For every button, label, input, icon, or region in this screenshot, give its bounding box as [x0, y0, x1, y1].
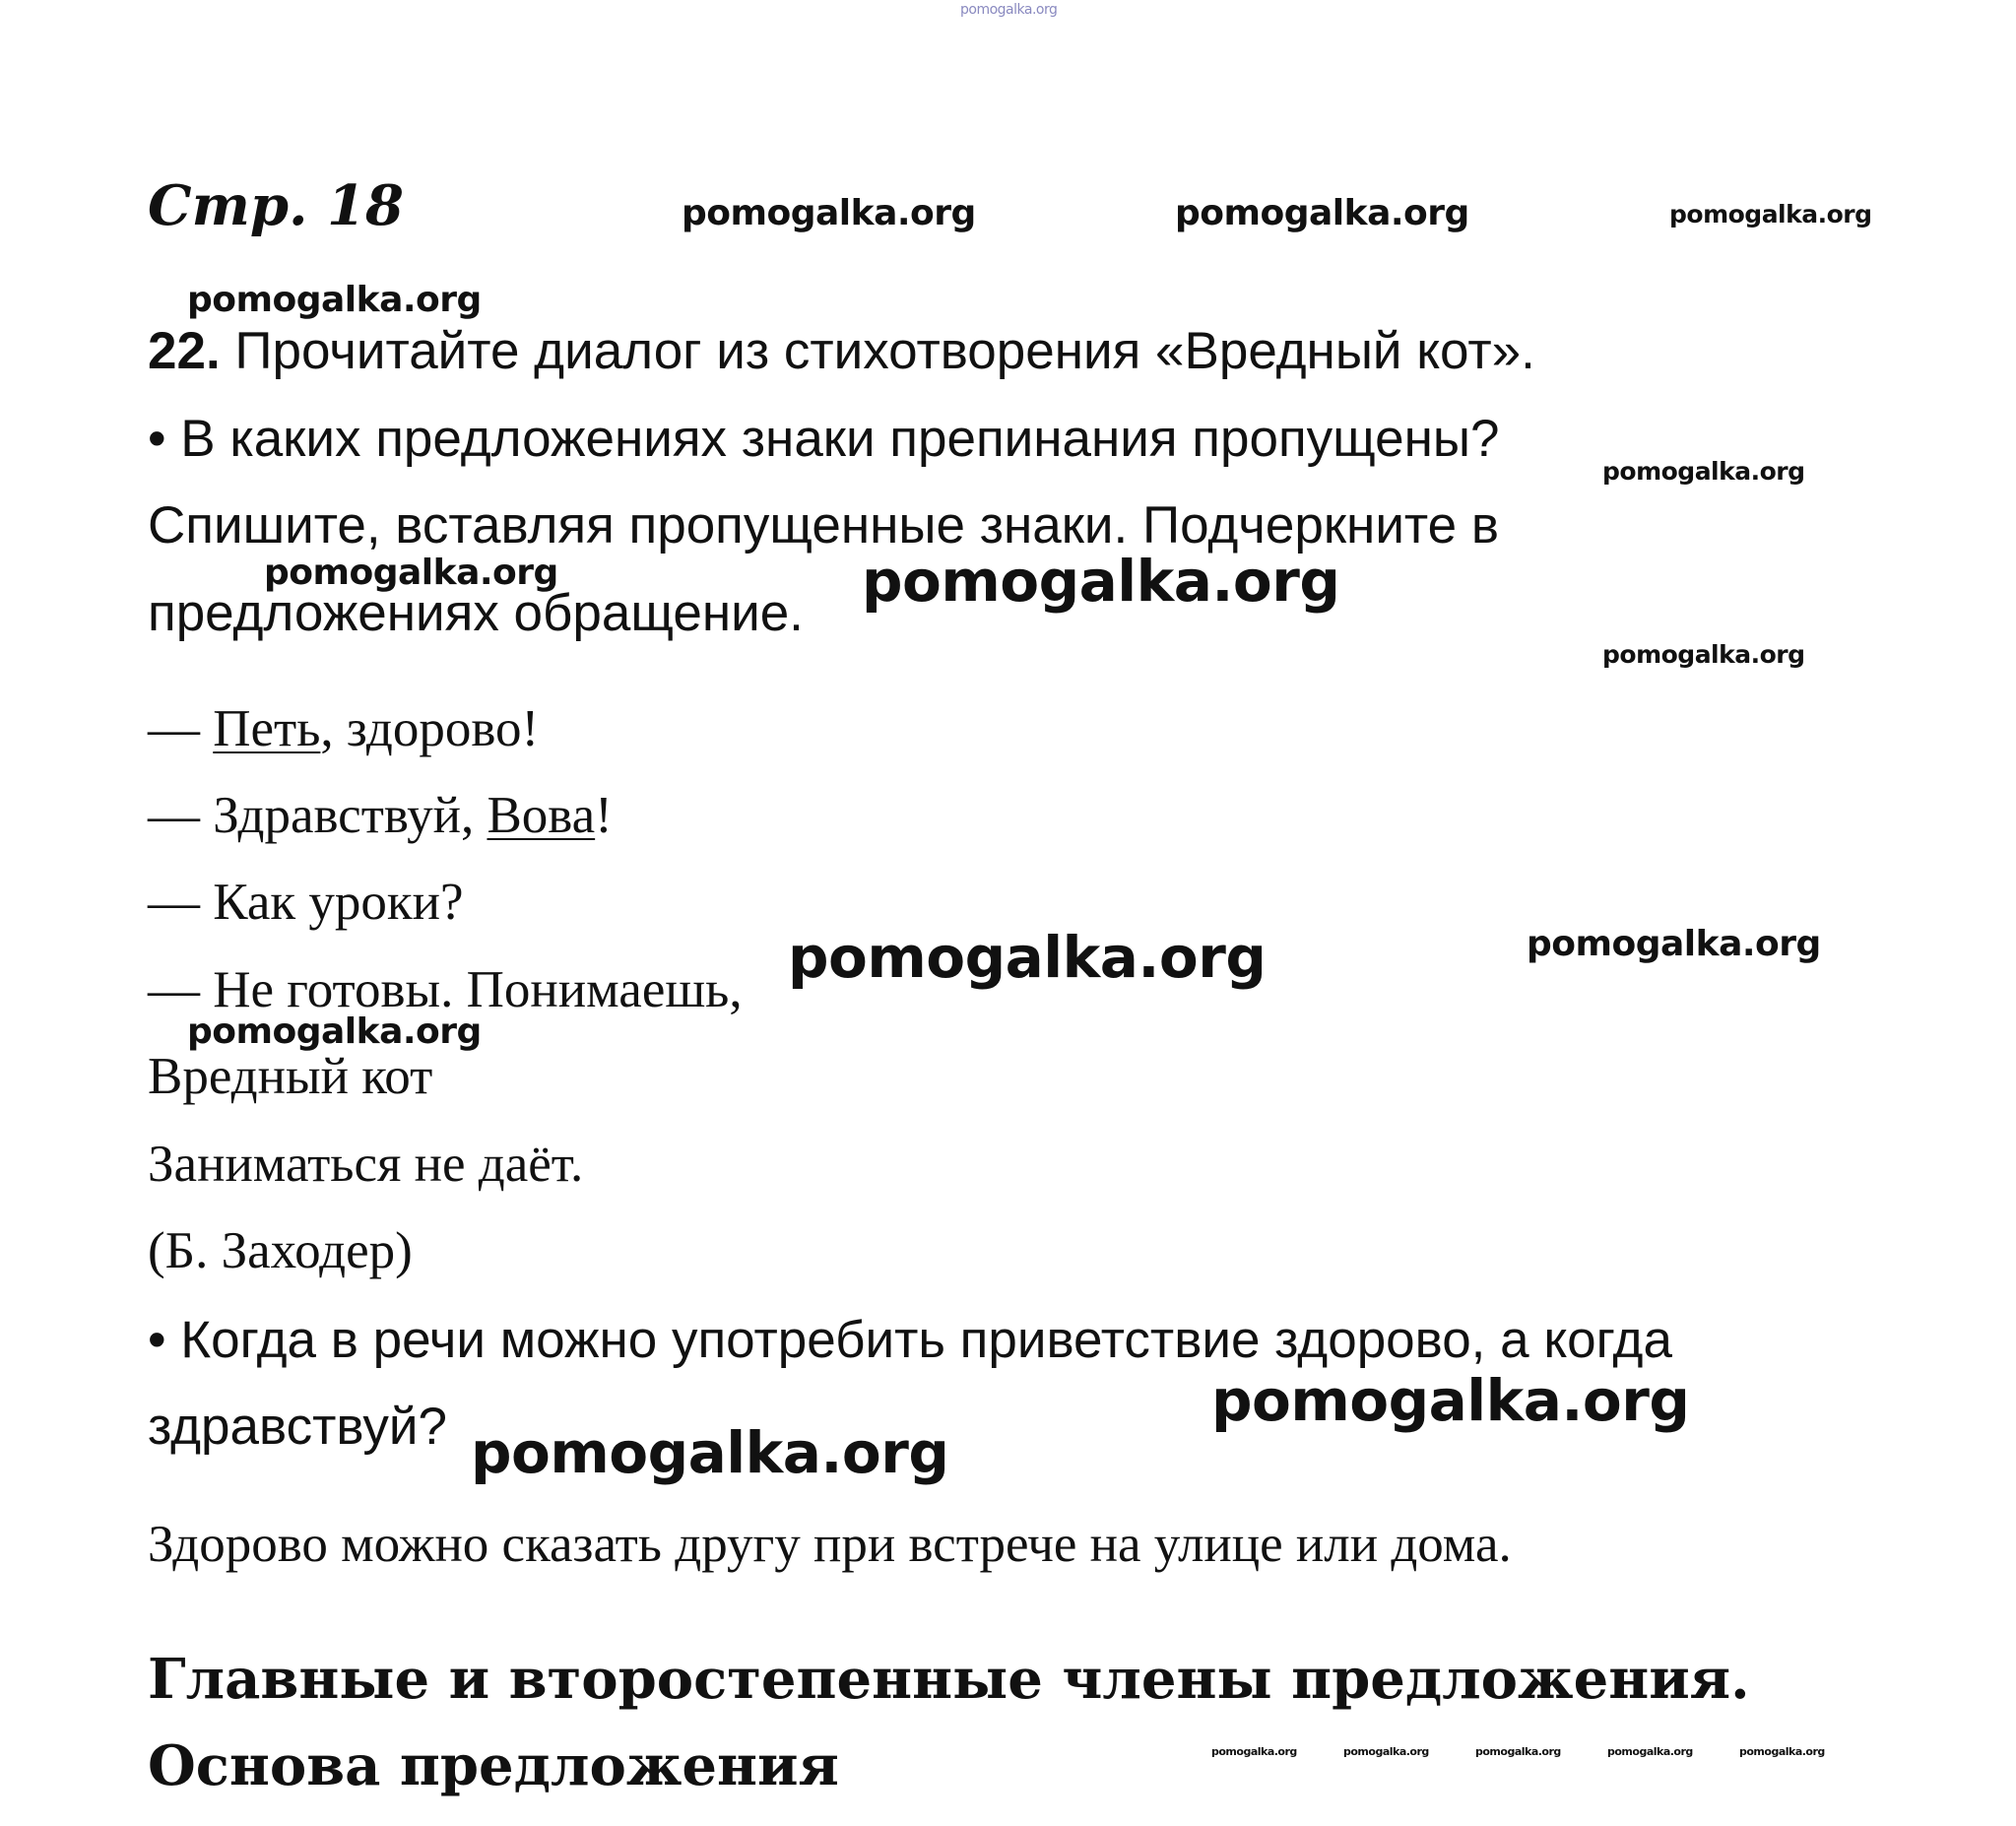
watermark: pomogalka.org — [1607, 1745, 1693, 1758]
watermark: pomogalka.org — [788, 924, 1267, 991]
watermark: pomogalka.org — [1175, 193, 1469, 233]
watermark: pomogalka.org — [682, 193, 976, 233]
watermark: pomogalka.org — [1211, 1367, 1690, 1434]
watermark: pomogalka.org — [862, 548, 1340, 615]
dialog-line: Вредный кот — [148, 1048, 433, 1105]
dialog-author: (Б. Заходер) — [148, 1222, 413, 1279]
task-instruction-text: Прочитайте диалог из стихотворения «Вредный кот». — [234, 322, 1535, 380]
dialog-line — [148, 786, 613, 845]
task-instruction-line: • В каких предложениях знаки препинания пропущены? — [148, 410, 1500, 468]
watermark: pomogalka.org — [1527, 924, 1821, 964]
task-instruction-line: предложениях обращение. — [148, 584, 804, 642]
task-instruction-line — [148, 321, 1535, 381]
watermark: pomogalka.org — [1739, 1745, 1825, 1758]
dialog-text: , здорово! — [320, 700, 540, 757]
watermark: pomogalka.org — [1475, 1745, 1561, 1758]
dialog-text: ! — [595, 787, 613, 844]
page-number-label: Стр. 18 — [148, 173, 404, 238]
dialog-line: — Как уроки? — [148, 874, 464, 931]
watermark: pomogalka.org — [187, 1011, 482, 1052]
watermark: pomogalka.org — [1343, 1745, 1429, 1758]
watermark: pomogalka.org — [1669, 200, 1872, 228]
question-line: • Когда в речи можно употребить приветствие здорово, а когда — [148, 1311, 1672, 1369]
address-underlined: Вова — [487, 787, 596, 844]
dialog-line — [148, 699, 539, 758]
section-title: Главные и второстепенные члены предложения. — [148, 1647, 1750, 1712]
watermark: pomogalka.org — [471, 1419, 949, 1486]
dialog-text: — Здравствуй, — [148, 787, 488, 844]
dialog-line: Заниматься не даёт. — [148, 1136, 584, 1193]
address-underlined: Петь — [213, 700, 321, 757]
watermark: pomogalka.org — [187, 280, 482, 320]
watermark-top: pomogalka.org — [960, 2, 1058, 18]
watermark: pomogalka.org — [1211, 1745, 1297, 1758]
dialog-dash: — — [148, 700, 214, 757]
task-number: 22. — [148, 322, 221, 380]
dialog-line: — Не готовы. Понимаешь, — [148, 961, 743, 1018]
watermark: pomogalka.org — [1602, 640, 1805, 669]
watermark: pomogalka.org — [264, 553, 558, 593]
question-line: здравствуй? — [148, 1398, 447, 1456]
watermark: pomogalka.org — [1602, 457, 1805, 486]
task-instruction-line: Спишите, вставляя пропущенные знаки. Подчеркните в — [148, 496, 1499, 554]
answer-text: Здорово можно сказать другу при встрече на улице или дома. — [148, 1516, 1512, 1573]
section-title: Основа предложения — [148, 1733, 839, 1798]
